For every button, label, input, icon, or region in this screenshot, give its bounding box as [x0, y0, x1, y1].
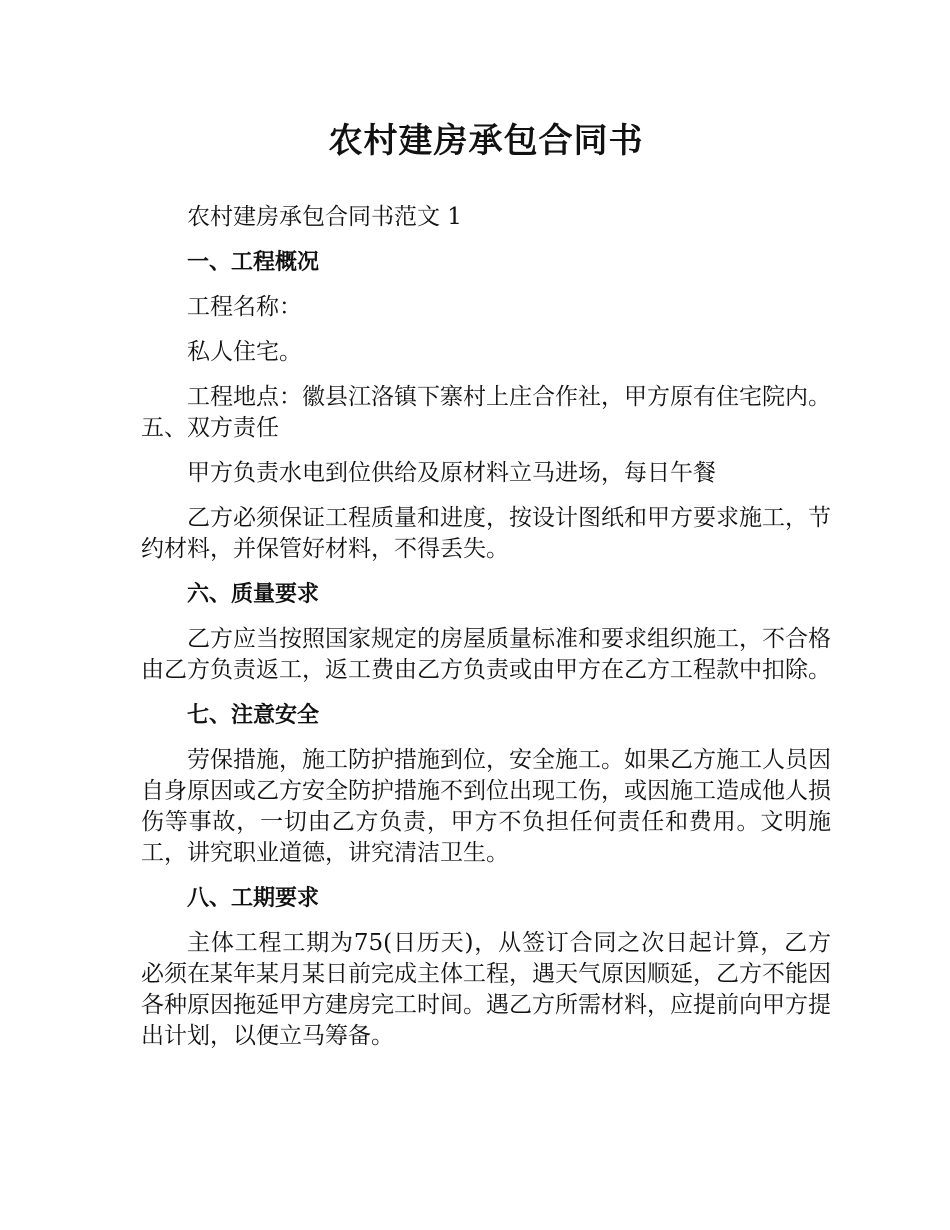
section-heading-overview: 一、工程概况 — [187, 250, 320, 275]
document-subtitle: 农村建房承包合同书范文 1 — [187, 204, 462, 230]
document-title: 农村建房承包合同书 — [328, 121, 644, 161]
section-heading-safety: 七、注意安全 — [187, 703, 320, 728]
project-location: 工程地点：徽县江洛镇下寨村上庄合作社，甲方原有住宅院内。五、双方责任 — [141, 384, 831, 441]
quality-text: 乙方应当按照国家规定的房屋质量标准和要求组织施工，不合格由乙方负责返工，返工费由乙方负责或由甲方在乙方工程款中扣除。 — [141, 626, 831, 683]
project-name-value: 私人住宅。 — [187, 339, 302, 365]
party-b-responsibility: 乙方必须保证工程质量和进度，按设计图纸和甲方要求施工，节约材料，并保管好材料，不得丢失。 — [141, 505, 831, 562]
section-heading-quality: 六、质量要求 — [187, 582, 320, 607]
schedule-text: 主体工程工期为75(日历天)，从签订合同之次日起计算，乙方必须在某年某月某日前完成主体工程，遇天气原因顺延，乙方不能因各种原因拖延甲方建房完工时间。遇乙方所需材料，应提前向甲方提出计划，以便立马筹备。 — [141, 930, 831, 1049]
document-body — [141, 116, 831, 1066]
safety-text: 劳保措施，施工防护措施到位，安全施工。如果乙方施工人员因自身原因或乙方安全防护措施不到位出现工伤，或因施工造成他人损伤等事故，一切由乙方负责，甲方不负担任何责任和费用。文明施工，讲究职业道德，讲究清洁卫生。 — [141, 747, 831, 866]
party-a-responsibility: 甲方负责水电到位供给及原材料立马进场，每日午餐 — [187, 460, 716, 486]
project-name-label: 工程名称： — [187, 294, 302, 320]
section-heading-schedule: 八、工期要求 — [187, 886, 320, 911]
